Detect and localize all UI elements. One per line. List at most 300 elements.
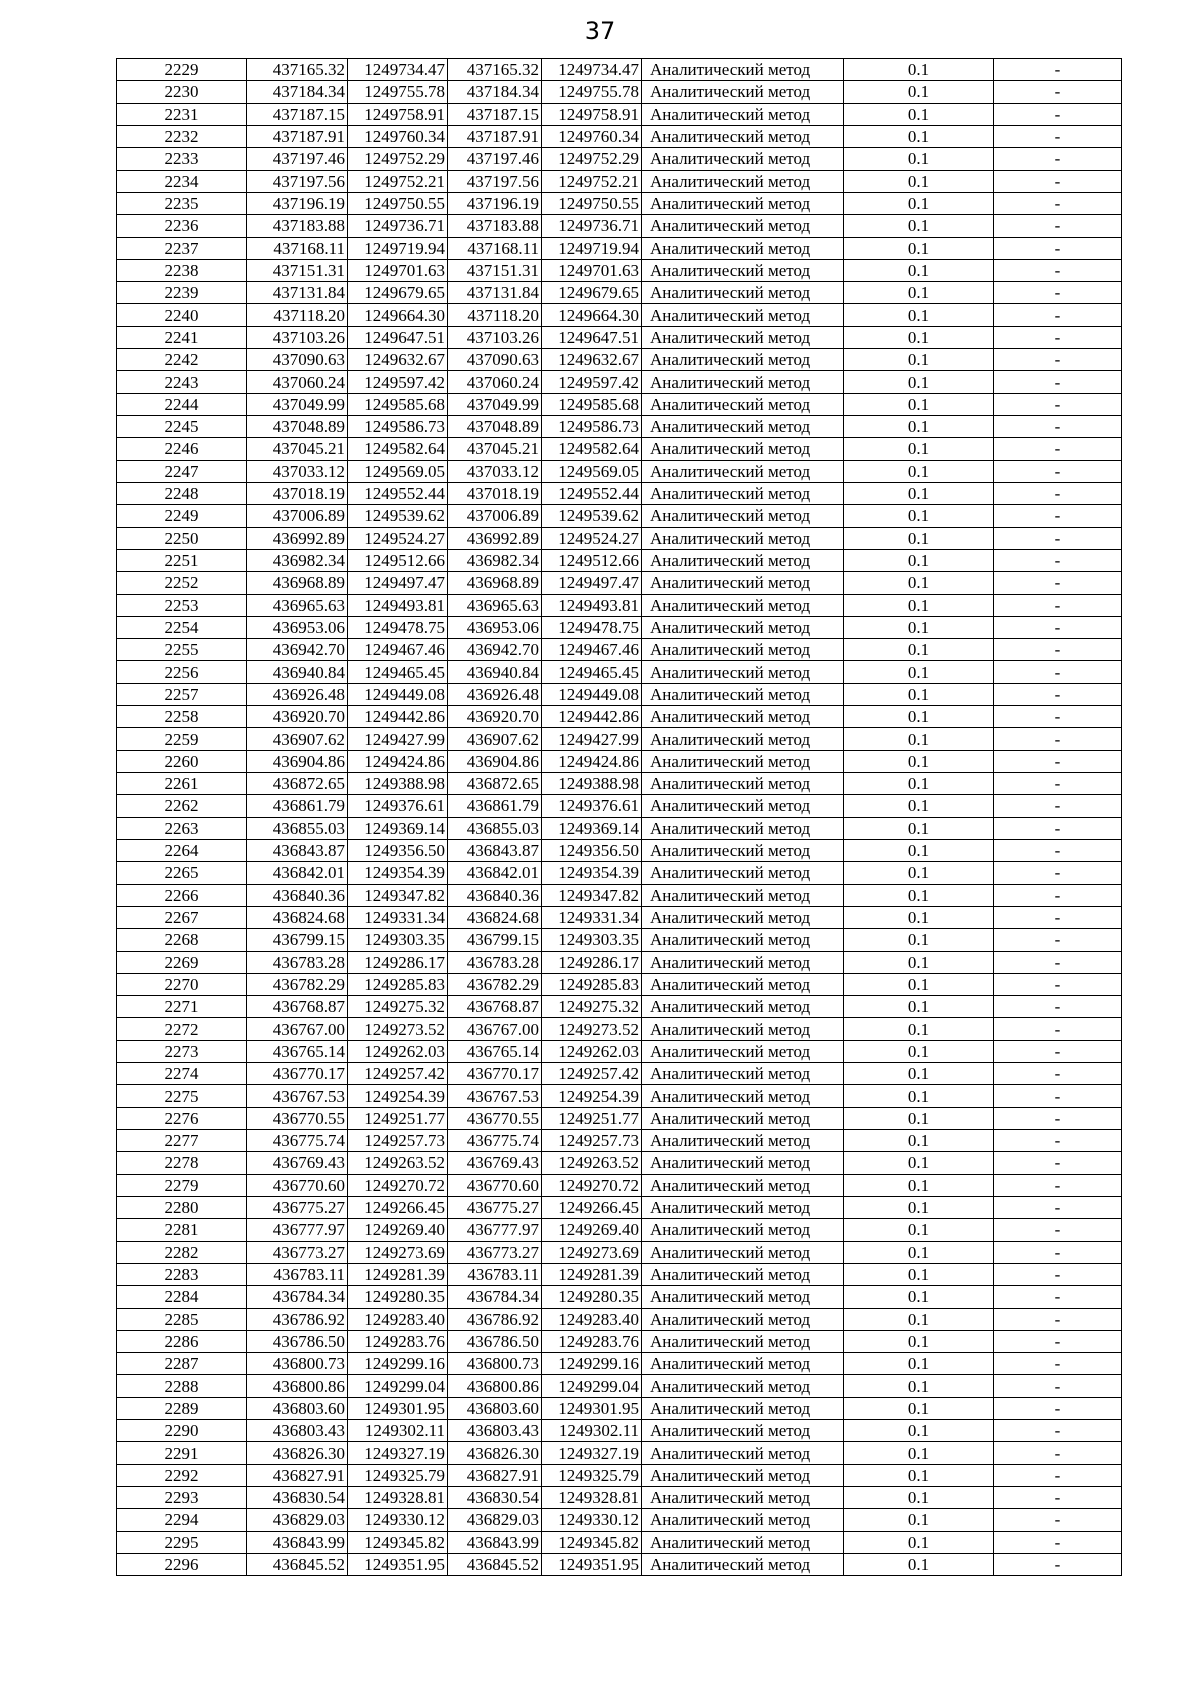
x-coordinate-cell: 437090.63 (247, 349, 348, 371)
description-cell: - (994, 1018, 1122, 1040)
y-new-coordinate-cell: 1249302.11 (542, 1420, 642, 1442)
x-new-coordinate-cell: 437018.19 (448, 482, 542, 504)
accuracy-cell: 0.1 (844, 862, 994, 884)
table-row (117, 616, 1122, 638)
x-coordinate-cell: 437165.32 (247, 59, 348, 81)
table-row (117, 505, 1122, 527)
x-coordinate-cell: 436800.86 (247, 1375, 348, 1397)
description-cell: - (994, 1286, 1122, 1308)
x-new-coordinate-cell: 436968.89 (448, 572, 542, 594)
description-cell: - (994, 1241, 1122, 1263)
x-new-coordinate-cell: 436826.30 (448, 1442, 542, 1464)
method-cell: Аналитический метод (642, 549, 844, 571)
y-new-coordinate-cell: 1249257.42 (542, 1063, 642, 1085)
method-cell: Аналитический метод (642, 616, 844, 638)
y-coordinate-cell: 1249478.75 (348, 616, 448, 638)
point-number-cell: 2248 (117, 482, 247, 504)
description-cell: - (994, 1509, 1122, 1531)
table-row (117, 906, 1122, 928)
method-cell: Аналитический метод (642, 148, 844, 170)
description-cell: - (994, 750, 1122, 772)
table-row (117, 1464, 1122, 1486)
table-row (117, 1308, 1122, 1330)
y-new-coordinate-cell: 1249424.86 (542, 750, 642, 772)
table-row (117, 416, 1122, 438)
accuracy-cell: 0.1 (844, 1442, 994, 1464)
table-row (117, 1487, 1122, 1509)
y-new-coordinate-cell: 1249760.34 (542, 125, 642, 147)
y-new-coordinate-cell: 1249585.68 (542, 393, 642, 415)
point-number-cell: 2241 (117, 326, 247, 348)
point-number-cell: 2259 (117, 728, 247, 750)
accuracy-cell: 0.1 (844, 1130, 994, 1152)
y-coordinate-cell: 1249345.82 (348, 1531, 448, 1553)
y-coordinate-cell: 1249449.08 (348, 683, 448, 705)
method-cell: Аналитический метод (642, 505, 844, 527)
x-new-coordinate-cell: 436786.92 (448, 1308, 542, 1330)
x-coordinate-cell: 436783.11 (247, 1263, 348, 1285)
point-number-cell: 2237 (117, 237, 247, 259)
x-new-coordinate-cell: 436942.70 (448, 639, 542, 661)
y-coordinate-cell: 1249328.81 (348, 1487, 448, 1509)
description-cell: - (994, 773, 1122, 795)
x-coordinate-cell: 436775.27 (247, 1196, 348, 1218)
method-cell: Аналитический метод (642, 59, 844, 81)
x-new-coordinate-cell: 436800.86 (448, 1375, 542, 1397)
table-row (117, 237, 1122, 259)
point-number-cell: 2257 (117, 683, 247, 705)
method-cell: Аналитический метод (642, 1330, 844, 1352)
x-new-coordinate-cell: 436842.01 (448, 862, 542, 884)
x-new-coordinate-cell: 436773.27 (448, 1241, 542, 1263)
method-cell: Аналитический метод (642, 773, 844, 795)
method-cell: Аналитический метод (642, 951, 844, 973)
y-coordinate-cell: 1249752.29 (348, 148, 448, 170)
point-number-cell: 2275 (117, 1085, 247, 1107)
y-new-coordinate-cell: 1249701.63 (542, 259, 642, 281)
method-cell: Аналитический метод (642, 795, 844, 817)
y-new-coordinate-cell: 1249303.35 (542, 929, 642, 951)
table-row (117, 951, 1122, 973)
accuracy-cell: 0.1 (844, 795, 994, 817)
method-cell: Аналитический метод (642, 259, 844, 281)
accuracy-cell: 0.1 (844, 728, 994, 750)
description-cell: - (994, 59, 1122, 81)
x-coordinate-cell: 436926.48 (247, 683, 348, 705)
description-cell: - (994, 951, 1122, 973)
description-cell: - (994, 1397, 1122, 1419)
description-cell: - (994, 839, 1122, 861)
x-coordinate-cell: 436855.03 (247, 817, 348, 839)
x-coordinate-cell: 436765.14 (247, 1040, 348, 1062)
x-coordinate-cell: 436953.06 (247, 616, 348, 638)
y-coordinate-cell: 1249493.81 (348, 594, 448, 616)
point-number-cell: 2296 (117, 1553, 247, 1575)
accuracy-cell: 0.1 (844, 125, 994, 147)
y-new-coordinate-cell: 1249328.81 (542, 1487, 642, 1509)
accuracy-cell: 0.1 (844, 906, 994, 928)
description-cell: - (994, 304, 1122, 326)
y-new-coordinate-cell: 1249354.39 (542, 862, 642, 884)
x-coordinate-cell: 437197.56 (247, 170, 348, 192)
accuracy-cell: 0.1 (844, 1085, 994, 1107)
table-row (117, 1420, 1122, 1442)
point-number-cell: 2235 (117, 192, 247, 214)
method-cell: Аналитический метод (642, 1509, 844, 1531)
point-number-cell: 2252 (117, 572, 247, 594)
point-number-cell: 2291 (117, 1442, 247, 1464)
y-new-coordinate-cell: 1249283.76 (542, 1330, 642, 1352)
y-new-coordinate-cell: 1249356.50 (542, 839, 642, 861)
y-new-coordinate-cell: 1249273.52 (542, 1018, 642, 1040)
method-cell: Аналитический метод (642, 103, 844, 125)
x-new-coordinate-cell: 437118.20 (448, 304, 542, 326)
x-new-coordinate-cell: 436872.65 (448, 773, 542, 795)
accuracy-cell: 0.1 (844, 549, 994, 571)
y-new-coordinate-cell: 1249586.73 (542, 416, 642, 438)
y-coordinate-cell: 1249299.16 (348, 1353, 448, 1375)
x-new-coordinate-cell: 436775.27 (448, 1196, 542, 1218)
x-new-coordinate-cell: 437060.24 (448, 371, 542, 393)
x-new-coordinate-cell: 436965.63 (448, 594, 542, 616)
x-coordinate-cell: 436773.27 (247, 1241, 348, 1263)
point-number-cell: 2229 (117, 59, 247, 81)
accuracy-cell: 0.1 (844, 1464, 994, 1486)
y-new-coordinate-cell: 1249351.95 (542, 1553, 642, 1575)
x-coordinate-cell: 437006.89 (247, 505, 348, 527)
accuracy-cell: 0.1 (844, 1308, 994, 1330)
point-number-cell: 2269 (117, 951, 247, 973)
y-coordinate-cell: 1249263.52 (348, 1152, 448, 1174)
x-coordinate-cell: 437018.19 (247, 482, 348, 504)
method-cell: Аналитический метод (642, 192, 844, 214)
accuracy-cell: 0.1 (844, 594, 994, 616)
x-new-coordinate-cell: 437183.88 (448, 215, 542, 237)
x-coordinate-cell: 436827.91 (247, 1464, 348, 1486)
x-new-coordinate-cell: 436982.34 (448, 549, 542, 571)
y-coordinate-cell: 1249736.71 (348, 215, 448, 237)
table-row (117, 1174, 1122, 1196)
point-number-cell: 2295 (117, 1531, 247, 1553)
description-cell: - (994, 1330, 1122, 1352)
table-row (117, 81, 1122, 103)
x-coordinate-cell: 437168.11 (247, 237, 348, 259)
accuracy-cell: 0.1 (844, 349, 994, 371)
point-number-cell: 2244 (117, 393, 247, 415)
method-cell: Аналитический метод (642, 1553, 844, 1575)
description-cell: - (994, 549, 1122, 571)
table-row (117, 103, 1122, 125)
accuracy-cell: 0.1 (844, 1263, 994, 1285)
x-new-coordinate-cell: 436907.62 (448, 728, 542, 750)
table-row (117, 639, 1122, 661)
y-coordinate-cell: 1249539.62 (348, 505, 448, 527)
y-new-coordinate-cell: 1249257.73 (542, 1130, 642, 1152)
y-new-coordinate-cell: 1249262.03 (542, 1040, 642, 1062)
point-number-cell: 2242 (117, 349, 247, 371)
y-coordinate-cell: 1249257.42 (348, 1063, 448, 1085)
accuracy-cell: 0.1 (844, 1040, 994, 1062)
x-coordinate-cell: 437033.12 (247, 460, 348, 482)
method-cell: Аналитический метод (642, 1196, 844, 1218)
x-coordinate-cell: 436843.99 (247, 1531, 348, 1553)
y-new-coordinate-cell: 1249497.47 (542, 572, 642, 594)
method-cell: Аналитический метод (642, 1531, 844, 1553)
description-cell: - (994, 1353, 1122, 1375)
accuracy-cell: 0.1 (844, 170, 994, 192)
y-coordinate-cell: 1249701.63 (348, 259, 448, 281)
point-number-cell: 2236 (117, 215, 247, 237)
point-number-cell: 2268 (117, 929, 247, 951)
y-coordinate-cell: 1249752.21 (348, 170, 448, 192)
y-coordinate-cell: 1249679.65 (348, 282, 448, 304)
description-cell: - (994, 326, 1122, 348)
method-cell: Аналитический метод (642, 282, 844, 304)
table-row (117, 170, 1122, 192)
point-number-cell: 2266 (117, 884, 247, 906)
y-coordinate-cell: 1249257.73 (348, 1130, 448, 1152)
y-new-coordinate-cell: 1249478.75 (542, 616, 642, 638)
y-new-coordinate-cell: 1249266.45 (542, 1196, 642, 1218)
point-number-cell: 2274 (117, 1063, 247, 1085)
x-coordinate-cell: 436872.65 (247, 773, 348, 795)
y-coordinate-cell: 1249734.47 (348, 59, 448, 81)
point-number-cell: 2232 (117, 125, 247, 147)
x-new-coordinate-cell: 437103.26 (448, 326, 542, 348)
x-coordinate-cell: 436861.79 (247, 795, 348, 817)
description-cell: - (994, 371, 1122, 393)
x-new-coordinate-cell: 436784.34 (448, 1286, 542, 1308)
x-new-coordinate-cell: 437165.32 (448, 59, 542, 81)
y-new-coordinate-cell: 1249280.35 (542, 1286, 642, 1308)
description-cell: - (994, 1263, 1122, 1285)
description-cell: - (994, 438, 1122, 460)
point-number-cell: 2260 (117, 750, 247, 772)
method-cell: Аналитический метод (642, 1018, 844, 1040)
table-row (117, 1085, 1122, 1107)
point-number-cell: 2250 (117, 527, 247, 549)
y-new-coordinate-cell: 1249299.04 (542, 1375, 642, 1397)
method-cell: Аналитический метод (642, 393, 844, 415)
x-new-coordinate-cell: 436767.00 (448, 1018, 542, 1040)
point-number-cell: 2251 (117, 549, 247, 571)
point-number-cell: 2277 (117, 1130, 247, 1152)
description-cell: - (994, 661, 1122, 683)
y-new-coordinate-cell: 1249299.16 (542, 1353, 642, 1375)
method-cell: Аналитический метод (642, 1397, 844, 1419)
y-coordinate-cell: 1249286.17 (348, 951, 448, 973)
description-cell: - (994, 1040, 1122, 1062)
x-coordinate-cell: 436965.63 (247, 594, 348, 616)
point-number-cell: 2293 (117, 1487, 247, 1509)
table-row (117, 1018, 1122, 1040)
y-coordinate-cell: 1249465.45 (348, 661, 448, 683)
y-coordinate-cell: 1249750.55 (348, 192, 448, 214)
method-cell: Аналитический метод (642, 304, 844, 326)
x-coordinate-cell: 437049.99 (247, 393, 348, 415)
y-coordinate-cell: 1249586.73 (348, 416, 448, 438)
y-new-coordinate-cell: 1249330.12 (542, 1509, 642, 1531)
y-coordinate-cell: 1249281.39 (348, 1263, 448, 1285)
description-cell: - (994, 706, 1122, 728)
x-coordinate-cell: 436770.60 (247, 1174, 348, 1196)
description-cell: - (994, 973, 1122, 995)
x-coordinate-cell: 436770.55 (247, 1107, 348, 1129)
accuracy-cell: 0.1 (844, 996, 994, 1018)
y-new-coordinate-cell: 1249493.81 (542, 594, 642, 616)
x-coordinate-cell: 437048.89 (247, 416, 348, 438)
method-cell: Аналитический метод (642, 1420, 844, 1442)
accuracy-cell: 0.1 (844, 1353, 994, 1375)
method-cell: Аналитический метод (642, 1375, 844, 1397)
method-cell: Аналитический метод (642, 1308, 844, 1330)
accuracy-cell: 0.1 (844, 817, 994, 839)
x-coordinate-cell: 436907.62 (247, 728, 348, 750)
y-coordinate-cell: 1249388.98 (348, 773, 448, 795)
point-number-cell: 2272 (117, 1018, 247, 1040)
y-coordinate-cell: 1249356.50 (348, 839, 448, 861)
x-new-coordinate-cell: 436782.29 (448, 973, 542, 995)
method-cell: Аналитический метод (642, 706, 844, 728)
accuracy-cell: 0.1 (844, 1397, 994, 1419)
y-coordinate-cell: 1249467.46 (348, 639, 448, 661)
table-row (117, 973, 1122, 995)
description-cell: - (994, 81, 1122, 103)
method-cell: Аналитический метод (642, 81, 844, 103)
y-coordinate-cell: 1249719.94 (348, 237, 448, 259)
point-number-cell: 2233 (117, 148, 247, 170)
table-row (117, 683, 1122, 705)
table-row (117, 839, 1122, 861)
x-coordinate-cell: 436799.15 (247, 929, 348, 951)
point-number-cell: 2256 (117, 661, 247, 683)
accuracy-cell: 0.1 (844, 259, 994, 281)
y-new-coordinate-cell: 1249376.61 (542, 795, 642, 817)
point-number-cell: 2289 (117, 1397, 247, 1419)
accuracy-cell: 0.1 (844, 81, 994, 103)
table-row (117, 1196, 1122, 1218)
x-coordinate-cell: 436826.30 (247, 1442, 348, 1464)
x-new-coordinate-cell: 436800.73 (448, 1353, 542, 1375)
accuracy-cell: 0.1 (844, 1487, 994, 1509)
point-number-cell: 2284 (117, 1286, 247, 1308)
point-number-cell: 2261 (117, 773, 247, 795)
y-new-coordinate-cell: 1249283.40 (542, 1308, 642, 1330)
accuracy-cell: 0.1 (844, 706, 994, 728)
y-coordinate-cell: 1249424.86 (348, 750, 448, 772)
y-coordinate-cell: 1249647.51 (348, 326, 448, 348)
description-cell: - (994, 282, 1122, 304)
description-cell: - (994, 817, 1122, 839)
method-cell: Аналитический метод (642, 929, 844, 951)
table-row (117, 1286, 1122, 1308)
point-number-cell: 2264 (117, 839, 247, 861)
accuracy-cell: 0.1 (844, 1375, 994, 1397)
method-cell: Аналитический метод (642, 996, 844, 1018)
x-new-coordinate-cell: 436770.17 (448, 1063, 542, 1085)
table-row (117, 282, 1122, 304)
accuracy-cell: 0.1 (844, 192, 994, 214)
table-row (117, 349, 1122, 371)
method-cell: Аналитический метод (642, 438, 844, 460)
y-new-coordinate-cell: 1249750.55 (542, 192, 642, 214)
y-new-coordinate-cell: 1249281.39 (542, 1263, 642, 1285)
method-cell: Аналитический метод (642, 371, 844, 393)
y-new-coordinate-cell: 1249736.71 (542, 215, 642, 237)
table-row (117, 750, 1122, 772)
accuracy-cell: 0.1 (844, 884, 994, 906)
point-number-cell: 2262 (117, 795, 247, 817)
description-cell: - (994, 1063, 1122, 1085)
accuracy-cell: 0.1 (844, 1286, 994, 1308)
y-coordinate-cell: 1249758.91 (348, 103, 448, 125)
point-number-cell: 2276 (117, 1107, 247, 1129)
description-cell: - (994, 1308, 1122, 1330)
x-coordinate-cell: 436783.28 (247, 951, 348, 973)
y-new-coordinate-cell: 1249467.46 (542, 639, 642, 661)
method-cell: Аналитический метод (642, 349, 844, 371)
description-cell: - (994, 259, 1122, 281)
table-row (117, 884, 1122, 906)
method-cell: Аналитический метод (642, 460, 844, 482)
x-coordinate-cell: 436767.00 (247, 1018, 348, 1040)
y-coordinate-cell: 1249285.83 (348, 973, 448, 995)
y-coordinate-cell: 1249302.11 (348, 1420, 448, 1442)
method-cell: Аналитический метод (642, 1152, 844, 1174)
table-row (117, 1219, 1122, 1241)
description-cell: - (994, 1085, 1122, 1107)
method-cell: Аналитический метод (642, 1263, 844, 1285)
x-new-coordinate-cell: 436783.28 (448, 951, 542, 973)
table-row (117, 1063, 1122, 1085)
description-cell: - (994, 1130, 1122, 1152)
accuracy-cell: 0.1 (844, 1196, 994, 1218)
y-coordinate-cell: 1249760.34 (348, 125, 448, 147)
point-number-cell: 2249 (117, 505, 247, 527)
table-row (117, 1553, 1122, 1575)
y-coordinate-cell: 1249262.03 (348, 1040, 448, 1062)
method-cell: Аналитический метод (642, 416, 844, 438)
y-new-coordinate-cell: 1249465.45 (542, 661, 642, 683)
description-cell: - (994, 393, 1122, 415)
y-new-coordinate-cell: 1249582.64 (542, 438, 642, 460)
accuracy-cell: 0.1 (844, 304, 994, 326)
x-coordinate-cell: 437197.46 (247, 148, 348, 170)
point-number-cell: 2288 (117, 1375, 247, 1397)
method-cell: Аналитический метод (642, 639, 844, 661)
x-new-coordinate-cell: 436770.60 (448, 1174, 542, 1196)
y-coordinate-cell: 1249331.34 (348, 906, 448, 928)
description-cell: - (994, 1464, 1122, 1486)
y-coordinate-cell: 1249299.04 (348, 1375, 448, 1397)
x-coordinate-cell: 436968.89 (247, 572, 348, 594)
y-new-coordinate-cell: 1249679.65 (542, 282, 642, 304)
table-row (117, 996, 1122, 1018)
method-cell: Аналитический метод (642, 1219, 844, 1241)
y-new-coordinate-cell: 1249752.21 (542, 170, 642, 192)
table-row (117, 1509, 1122, 1531)
method-cell: Аналитический метод (642, 1442, 844, 1464)
description-cell: - (994, 103, 1122, 125)
x-coordinate-cell: 436777.97 (247, 1219, 348, 1241)
accuracy-cell: 0.1 (844, 683, 994, 705)
y-coordinate-cell: 1249442.86 (348, 706, 448, 728)
x-new-coordinate-cell: 436861.79 (448, 795, 542, 817)
description-cell: - (994, 906, 1122, 928)
y-coordinate-cell: 1249569.05 (348, 460, 448, 482)
y-new-coordinate-cell: 1249524.27 (542, 527, 642, 549)
x-coordinate-cell: 436786.92 (247, 1308, 348, 1330)
